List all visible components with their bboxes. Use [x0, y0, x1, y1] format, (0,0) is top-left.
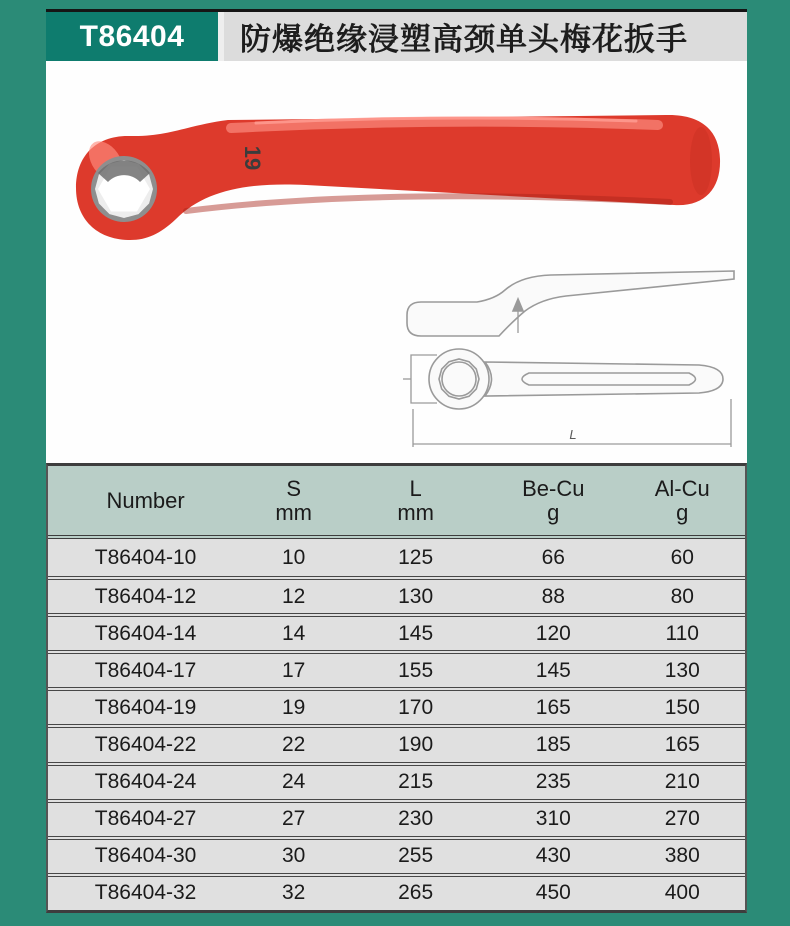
col-header-number: Number: [106, 487, 185, 513]
product-code: T86404: [79, 19, 185, 53]
table-row: T86404-19 19 170 165 150: [48, 687, 745, 724]
top-view-ring-inner: [442, 362, 476, 396]
table-row: T86404-17 17 155 145 130: [48, 650, 745, 687]
wrench-body: [76, 115, 720, 240]
page-header: [46, 12, 747, 61]
technical-drawing: [401, 259, 746, 459]
table-row: T86404-32 32 265 450 400: [48, 873, 745, 910]
col-header-l: L mm: [397, 475, 434, 525]
col-header-s: S mm: [275, 475, 313, 525]
col-header-alcu: Al-Cu g: [654, 475, 710, 525]
table-row: T86404-24 24 215 235 210: [48, 762, 745, 799]
table-row: T86404-12 12 130 88 80: [48, 576, 745, 613]
table-row: T86404-14 14 145 120 110: [48, 613, 745, 650]
table-row: T86404-22 22 190 185 165: [48, 724, 745, 761]
size-marking: 19: [240, 145, 265, 171]
table-row: T86404-10 10 125 66 60: [48, 539, 745, 576]
side-view-outline: [407, 271, 734, 336]
product-title: 防爆绝缘浸塑高颈单头梅花扳手: [240, 22, 688, 57]
product-image-panel: [46, 61, 747, 463]
spec-table-header: [48, 466, 745, 539]
col-header-becu: Be-Cu g: [522, 475, 585, 525]
handle-shadow: [186, 196, 670, 211]
table-row: T86404-30 30 255 430 380: [48, 836, 745, 873]
top-view-handle: [485, 362, 723, 396]
spec-table: [46, 463, 747, 913]
length-dimension-label: L: [569, 427, 577, 442]
product-code-badge: [46, 12, 218, 61]
handle-endcap-shade: [690, 127, 712, 195]
table-row: T86404-27 27 230 310 270: [48, 799, 745, 836]
product-title-bar: [224, 12, 747, 61]
